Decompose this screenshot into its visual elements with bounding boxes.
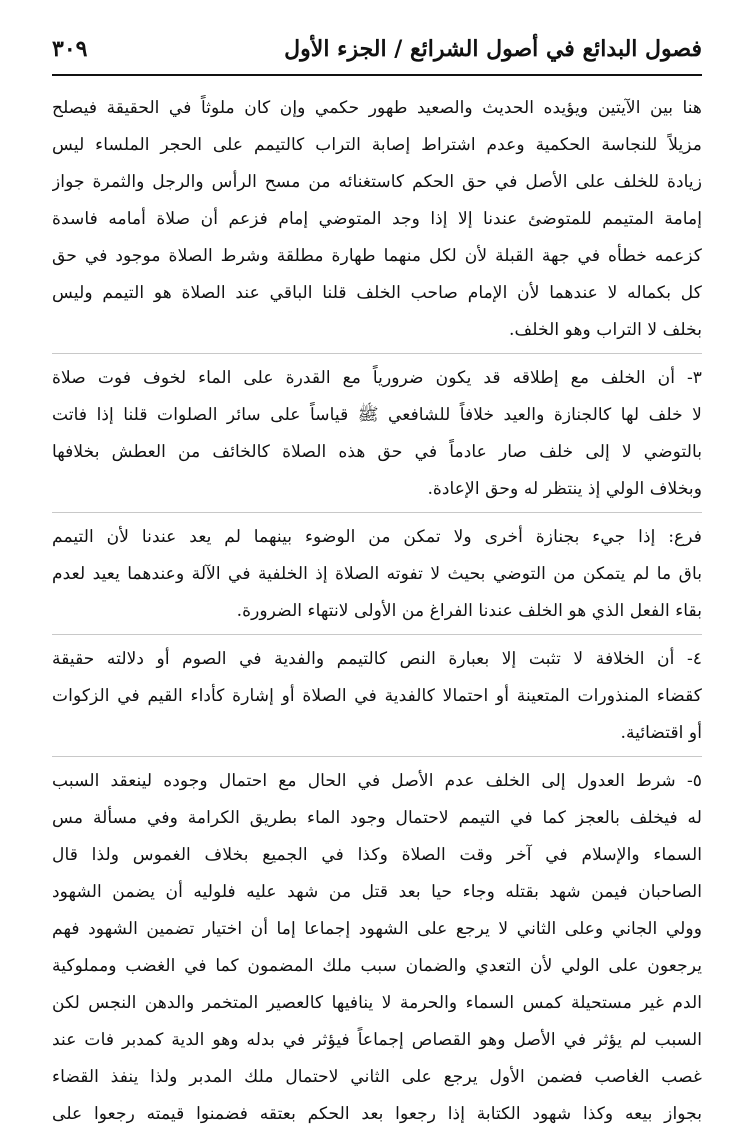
text-line: فرع: إذا جيء بجنازة أخرى ولا تمكن من الوضوء بينهما لم يعد عندنا لأن التيمم: [52, 527, 702, 547]
paragraph-2: [52, 360, 702, 508]
text-line: ٥- شرط العدول إلى الخلف عدم الأصل في الحال مع احتمال وجوده لينعقد السبب: [52, 771, 702, 791]
text-line: زيادة للخلف على الأصل في حق الحكم كاستغنائه من مسح الرأس والرجل والثمرة جواز: [52, 172, 702, 192]
text-line: بخلف لا التراب وهو الخلف.: [509, 320, 702, 340]
paragraph-1: [52, 90, 702, 349]
page-header: [52, 28, 702, 76]
paragraph-separator: [52, 512, 702, 513]
paragraph-4: [52, 641, 702, 752]
paragraph-separator: [52, 353, 702, 354]
text-line: كزعمه خطأه في جهة القبلة لأن لكل منهما طهارة مطلقة وشرط الصلاة موجود في حق: [52, 246, 702, 266]
text-line: كقضاء المنذورات المتعينة أو احتمالا كالفدية في الصلاة أو إشارة كأداء القيم في الزكوات: [52, 686, 702, 706]
body-text: [52, 90, 702, 1133]
text-line: السبب لم يؤثر في الأصل وهو القصاص إجماعاً فيؤثر في بدله وهو الدية كمدبر فات عند: [52, 1030, 702, 1050]
text-line: السماء والإسلام في آخر وقت الصلاة وكذا في الجميع بخلاف الغموس ولذا قال: [52, 845, 702, 865]
text-line: وبخلاف الولي إذ ينتظر له وحق الإعادة.: [427, 479, 702, 499]
text-line: لا خلف لها كالجنازة والعيد خلافاً للشافعي ﷺ قياساً على سائر الصلوات قلنا إذا فاتت: [52, 405, 702, 425]
text-line: الصاحبان فيمن شهد بقتله وجاء حيا بعد قتل من شهد عليه فلوليه أن يضمن الشهود: [52, 882, 702, 902]
text-line: بجواز بيعه وكذا شهود الكتابة إذا رجعوا بعد الحكم بعتقه فضمنوا قيمته رجعوا على: [52, 1104, 702, 1124]
text-line: ٤- أن الخلافة لا تثبت إلا بعبارة النص كالتيمم والفدية في الصوم أو دلالته حقيقة: [52, 649, 702, 669]
text-line: غصب الغاصب فضمن الأول يرجع على الثاني لاحتمال ملك المدبر ولذا ينفذ القضاء: [52, 1067, 702, 1087]
text-line: الدم غير مستحيلة كمس السماء والحرمة لا ينافيها كالعصير المتخمر والدهن النجس لكن: [52, 993, 702, 1013]
text-line: بقاء الفعل الذي هو الخلف عندنا الفراغ من الأولى لانتهاء الضرورة.: [236, 601, 702, 621]
running-title: فصول البدائع في أصول الشرائع / الجزء الأول: [284, 36, 702, 62]
text-line: هنا بين الآيتين ويؤيده الحديث والصعيد طهور حكمي وإن كان ملوثاً في الحقيقة فيصلح: [52, 98, 702, 118]
paragraph-separator: [52, 756, 702, 757]
text-line: بالتوضي لا إلى خلف صار عادماً في حق هذه الصلاة كالخائف من العطش بخلافها: [52, 442, 702, 462]
text-line: وولي الجاني وعلى الثاني لا يرجع على الشهود إجماعا إما أن اختيار تضمين الشهود فهم: [52, 919, 702, 939]
text-line: مزيلاً للنجاسة الحكمية وعدم اشتراط إصابة التراب كالتيمم على الحجر الملساء ليس: [52, 135, 702, 155]
text-line: باق ما لم يتمكن من التوضي بحيث لا تفوته الصلاة إذ الخلفية في الآلة وعندهما يعيد لعدم: [52, 564, 702, 584]
text-line: يرجعون على الولي لأن التعدي والضمان سبب ملك المضمون كما في الغضب ومملوكية: [52, 956, 702, 976]
text-line: أو اقتضائية.: [620, 723, 702, 743]
text-line: له فيخلف بالعجز كما في التيمم لاحتمال وجود الماء بطريق الكرامة وفي مسألة مس: [52, 808, 702, 828]
paragraph-separator: [52, 634, 702, 635]
text-line: ٣- أن الخلف مع إطلاقه قد يكون ضرورياً مع القدرة على الماء لخوف فوت صلاة: [52, 368, 702, 388]
paragraph-3: [52, 519, 702, 630]
page-number: ٣٠٩: [52, 36, 88, 62]
book-page: [52, 28, 702, 1133]
text-line: كل بكماله لا عندهما لأن الإمام صاحب الخلف قلنا الباقي عند الصلاة هو التيمم وليس: [52, 283, 702, 303]
paragraph-5: [52, 763, 702, 1133]
text-line: إمامة المتيمم للمتوضئ عندنا إلا إذا وجد المتوضي إمام فزعم أن صلاة أمامه فاسدة: [52, 209, 702, 229]
